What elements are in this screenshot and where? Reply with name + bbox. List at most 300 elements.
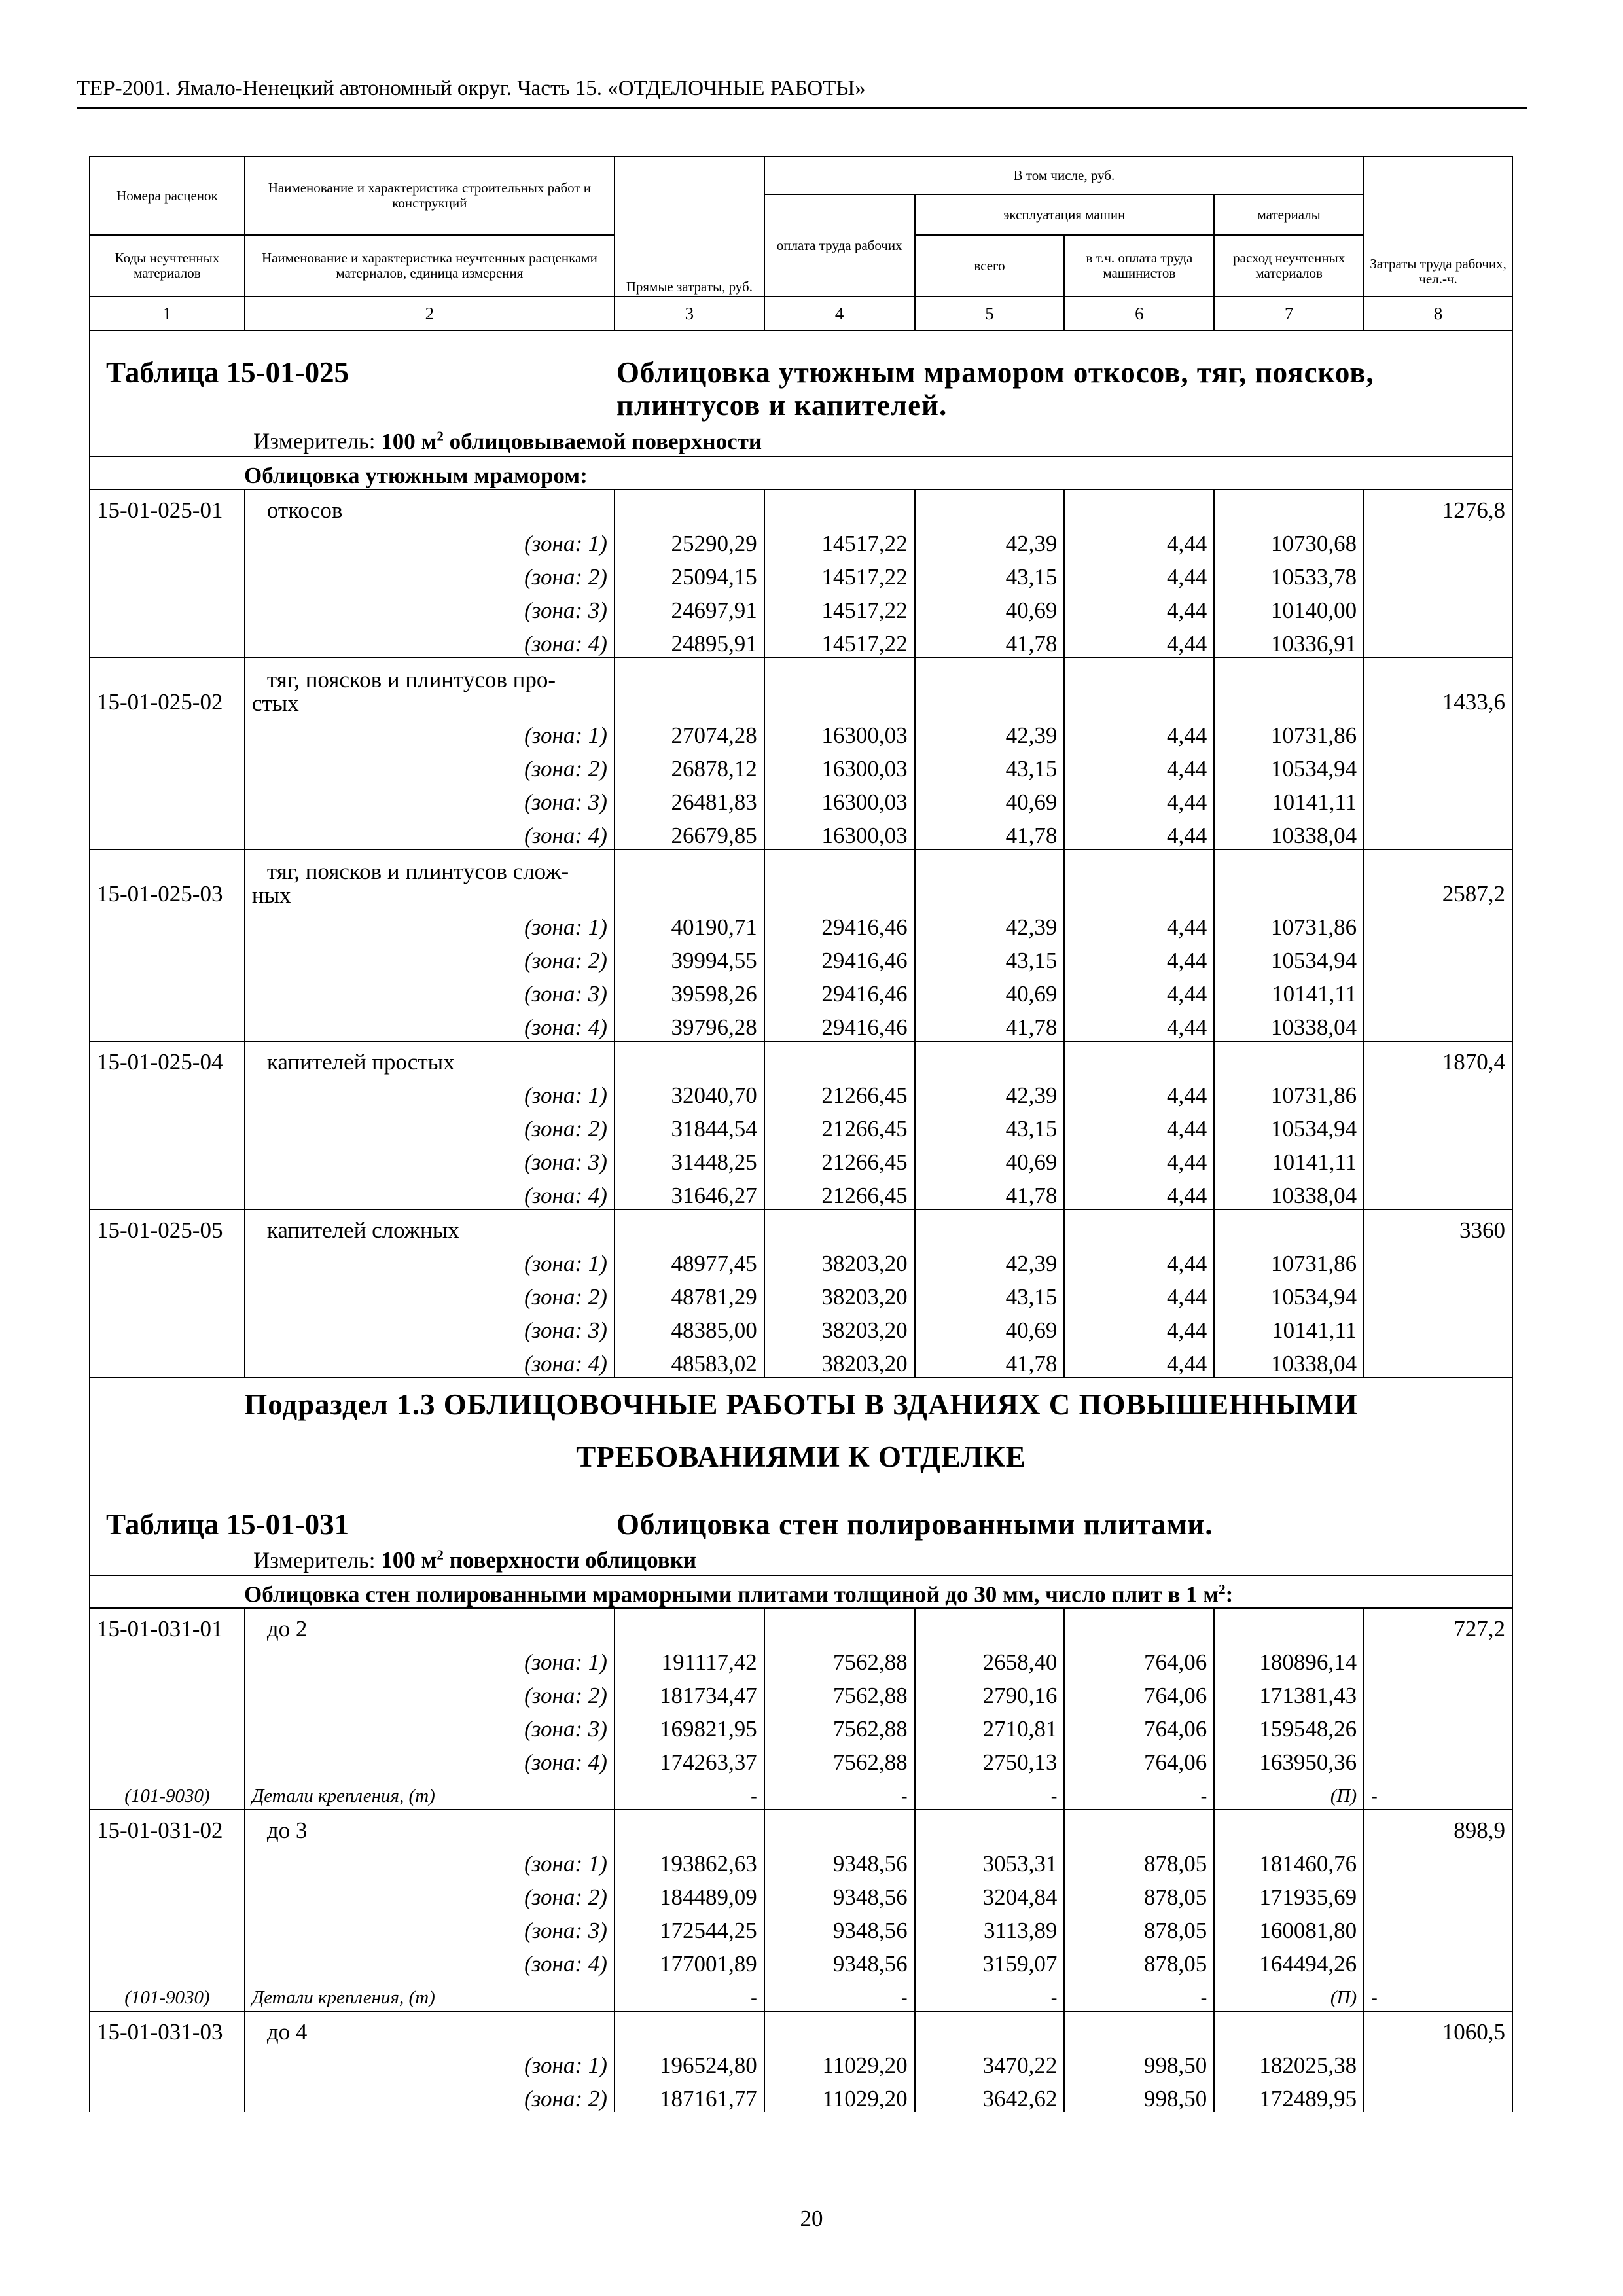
subtitle-text: Облицовка стен полированными мраморными плитами толщиной до 30 мм, число плит в 1 м (244, 1581, 1219, 1607)
labor-pay: 11029,20 (764, 2045, 915, 2079)
machines-total: 40,69 (915, 974, 1065, 1007)
value-cell (1064, 658, 1214, 715)
table-row (90, 1709, 1512, 1742)
rate-code-empty (90, 524, 245, 557)
direct-costs: 24697,91 (615, 590, 764, 624)
subsection-line2: ТРЕБОВАНИЯМИ К ОТДЕЛКЕ (576, 1440, 1026, 1473)
labor-pay: 21266,45 (764, 1109, 915, 1142)
machines-total: 42,39 (915, 715, 1065, 749)
labor-pay: 7562,88 (764, 1709, 915, 1742)
operator-pay: 4,44 (1064, 1244, 1214, 1277)
table-row (90, 1007, 1512, 1041)
labor-costs-empty (1364, 1277, 1512, 1310)
direct-costs: 48583,02 (615, 1344, 764, 1378)
materials-use: 172489,95 (1214, 2079, 1364, 2112)
rate-code-empty (90, 557, 245, 590)
materials-use: 10140,00 (1214, 590, 1364, 624)
labor-costs-empty (1364, 1310, 1512, 1344)
rate-name-text: тяг, поясков и плинтусов про- (266, 666, 556, 692)
labor-pay: 38203,20 (764, 1310, 915, 1344)
rate-code-empty (90, 1277, 245, 1310)
labor-pay: 7562,88 (764, 1742, 915, 1776)
labor-costs-empty (1364, 749, 1512, 782)
direct-costs: 25094,15 (615, 557, 764, 590)
operator-pay: 4,44 (1064, 1344, 1214, 1378)
direct-costs: 191117,42 (615, 1642, 764, 1676)
machines-total: 3053,31 (915, 1844, 1065, 1877)
labor-costs-empty (1364, 1877, 1512, 1910)
labor-costs-empty (1364, 782, 1512, 816)
materials-use: 180896,14 (1214, 1642, 1364, 1676)
labor-pay: 14517,22 (764, 557, 915, 590)
material-name: Детали крепления, (т) (245, 1977, 615, 2011)
value-cell (915, 1608, 1065, 1642)
value-cell (1064, 1810, 1214, 1844)
rate-code-empty (90, 590, 245, 624)
materials-use: 10338,04 (1214, 1007, 1364, 1041)
value-cell (615, 850, 764, 907)
subtitle-sup: 2 (1219, 1581, 1226, 1597)
materials-use: 164494,26 (1214, 1944, 1364, 1977)
column-number: 5 (915, 296, 1065, 331)
table-row (90, 749, 1512, 782)
labor-pay: 9348,56 (764, 1877, 915, 1910)
rate-name (245, 1210, 615, 1244)
labor-costs-empty (1364, 624, 1512, 658)
labor-costs-empty (1364, 907, 1512, 941)
value-cell (764, 1210, 915, 1244)
operator-pay: 878,05 (1064, 1844, 1214, 1877)
machines-total: 2750,13 (915, 1742, 1065, 1776)
machines-total: 40,69 (915, 590, 1065, 624)
table-row (90, 1175, 1512, 1210)
machines-total: 40,69 (915, 1142, 1065, 1175)
labor-pay: 14517,22 (764, 624, 915, 658)
operator-pay: 764,06 (1064, 1709, 1214, 1742)
materials-use: 10338,04 (1214, 1175, 1364, 1210)
materials-use: 10534,94 (1214, 749, 1364, 782)
materials-use: 10730,68 (1214, 524, 1364, 557)
labor-pay: 14517,22 (764, 590, 915, 624)
subtitle-text: Облицовка утюжным мрамором: (244, 462, 588, 488)
rate-code: 15-01-031-01 (90, 1608, 245, 1642)
machines-total: 41,78 (915, 1175, 1065, 1210)
materials-use: 10141,11 (1214, 1310, 1364, 1344)
table-row (90, 1483, 1512, 1576)
value-cell (615, 1210, 764, 1244)
table-row (90, 1676, 1512, 1709)
table-row (90, 1844, 1512, 1877)
table-row (90, 490, 1512, 524)
value-cell (615, 658, 764, 715)
direct-costs: 48977,45 (615, 1244, 764, 1277)
operator-pay: 4,44 (1064, 1277, 1214, 1310)
value-cell (915, 658, 1065, 715)
direct-costs: 32040,70 (615, 1075, 764, 1109)
column-number: 2 (245, 296, 615, 331)
value-cell (615, 1810, 764, 1844)
column-number: 6 (1064, 296, 1214, 331)
rate-name (245, 658, 615, 715)
material-code: (101-9030) (90, 1776, 245, 1810)
section-subtitle (90, 1575, 1512, 1608)
measure-value (381, 1547, 696, 1573)
direct-costs: 31448,25 (615, 1142, 764, 1175)
rate-code-empty (90, 1007, 245, 1041)
labor-costs: 2587,2 (1364, 850, 1512, 907)
operator-pay: 4,44 (1064, 782, 1214, 816)
column-number: 8 (1364, 296, 1512, 331)
materials-use: 10338,04 (1214, 1344, 1364, 1378)
header-materials: материалы (1214, 194, 1364, 235)
direct-costs: 169821,95 (615, 1709, 764, 1742)
material-dash: - (615, 1776, 764, 1810)
header-unaccounted-use: расход неучтенных материалов (1214, 235, 1364, 296)
table-row (90, 1742, 1512, 1776)
rate-code-empty (90, 1944, 245, 1977)
zone-label: (зона: 3) (245, 1709, 615, 1742)
labor-costs-empty (1364, 816, 1512, 850)
table-heading (106, 1508, 1505, 1541)
operator-pay: 878,05 (1064, 1877, 1214, 1910)
labor-costs-empty (1364, 1007, 1512, 1041)
value-cell (1214, 2011, 1364, 2045)
rate-name-text: капителей простых (266, 1049, 455, 1075)
direct-costs: 187161,77 (615, 2079, 764, 2112)
subsection-heading (90, 1378, 1512, 1483)
rate-name (245, 2011, 615, 2045)
table-row (90, 1277, 1512, 1310)
value-cell (915, 490, 1065, 524)
table-row (90, 331, 1512, 457)
machines-total: 41,78 (915, 624, 1065, 658)
labor-costs-empty (1364, 2045, 1512, 2079)
zone-label: (зона: 2) (245, 1109, 615, 1142)
machines-total: 3470,22 (915, 2045, 1065, 2079)
table-number: Таблица 15-01-025 (106, 356, 349, 389)
value-cell (764, 1041, 915, 1075)
direct-costs: 184489,09 (615, 1877, 764, 1910)
materials-use: 10141,11 (1214, 782, 1364, 816)
table-row (90, 1575, 1512, 1608)
value-cell (915, 1041, 1065, 1075)
rate-name-text: до 4 (266, 2019, 308, 2045)
machines-total: 41,78 (915, 1007, 1065, 1041)
rate-code: 15-01-031-02 (90, 1810, 245, 1844)
labor-costs: 1433,6 (1364, 658, 1512, 715)
operator-pay: 4,44 (1064, 624, 1214, 658)
rate-code-empty (90, 941, 245, 974)
table-caption: Облицовка стен полированными плитами. (616, 1507, 1213, 1541)
materials-use: 10534,94 (1214, 941, 1364, 974)
header-labor-costs: Затраты труда рабочих, чел.-ч. (1364, 156, 1512, 296)
value-cell (1214, 1041, 1364, 1075)
table-row (90, 1142, 1512, 1175)
rate-name (245, 1810, 615, 1844)
direct-costs: 196524,80 (615, 2045, 764, 2079)
value-cell (615, 1041, 764, 1075)
material-p: (П) (1214, 1776, 1364, 1810)
labor-costs-empty (1364, 1910, 1512, 1944)
value-cell (764, 850, 915, 907)
rate-code-empty (90, 1075, 245, 1109)
subsection-line1: Подраздел 1.3 ОБЛИЦОВОЧНЫЕ РАБОТЫ В ЗДАНИЯХ С ПОВЫШЕННЫМИ (244, 1388, 1358, 1421)
rate-name (245, 850, 615, 907)
table-title (90, 331, 1512, 457)
table-row (90, 2045, 1512, 2079)
materials-use: 10731,86 (1214, 1075, 1364, 1109)
zone-label: (зона: 1) (245, 1075, 615, 1109)
rate-name-text: до 2 (266, 1616, 308, 1642)
labor-pay: 29416,46 (764, 907, 915, 941)
measure-suffix: поверхности облицовки (449, 1547, 697, 1573)
machines-total: 43,15 (915, 749, 1065, 782)
rate-code: 15-01-025-03 (90, 850, 245, 907)
header-operator-pay: в т.ч. оплата труда машинистов (1064, 235, 1214, 296)
measure-value (381, 429, 762, 454)
table-row (90, 524, 1512, 557)
page-number: 20 (800, 2206, 823, 2231)
table-row (90, 2011, 1512, 2045)
machines-total: 2790,16 (915, 1676, 1065, 1709)
header-in-total: В том числе, руб. (764, 156, 1364, 194)
table-row (90, 590, 1512, 624)
table-row (90, 715, 1512, 749)
rate-code-empty (90, 1142, 245, 1175)
rate-name-text: тяг, поясков и плинтусов слож- (266, 858, 569, 884)
labor-pay: 14517,22 (764, 524, 915, 557)
zone-label: (зона: 1) (245, 524, 615, 557)
header-direct-costs: Прямые затраты, руб. (615, 156, 764, 296)
direct-costs: 26481,83 (615, 782, 764, 816)
labor-costs: 1276,8 (1364, 490, 1512, 524)
table-caption: Облицовка утюжным мрамором откосов, тяг, поясков, плинтусов и капителей. (616, 356, 1374, 422)
direct-costs: 181734,47 (615, 1676, 764, 1709)
labor-pay: 11029,20 (764, 2079, 915, 2112)
zone-label: (зона: 2) (245, 557, 615, 590)
direct-costs: 26878,12 (615, 749, 764, 782)
rate-code-empty (90, 974, 245, 1007)
table-row (90, 1810, 1512, 1844)
machines-total: 41,78 (915, 816, 1065, 850)
zone-label: (зона: 3) (245, 1910, 615, 1944)
material-dash: - (615, 1977, 764, 2011)
rate-name (245, 1041, 615, 1075)
labor-pay: 29416,46 (764, 974, 915, 1007)
value-cell (1064, 1041, 1214, 1075)
machines-total: 42,39 (915, 1075, 1065, 1109)
rate-code-empty (90, 624, 245, 658)
rate-name (245, 490, 615, 524)
labor-costs: 1870,4 (1364, 1041, 1512, 1075)
header-machines-total: всего (915, 235, 1065, 296)
rate-name-text: откосов (266, 497, 343, 523)
material-dash: - (764, 1776, 915, 1810)
material-dash: - (1064, 1977, 1214, 2011)
value-cell (1064, 1608, 1214, 1642)
operator-pay: 4,44 (1064, 1109, 1214, 1142)
operator-pay: 4,44 (1064, 1175, 1214, 1210)
rate-name-cont: ных (251, 882, 291, 907)
machines-total: 42,39 (915, 524, 1065, 557)
direct-costs: 31646,27 (615, 1175, 764, 1210)
table-row (90, 782, 1512, 816)
table-row (90, 1977, 1512, 2011)
direct-costs: 26679,85 (615, 816, 764, 850)
operator-pay: 4,44 (1064, 715, 1214, 749)
table-row (90, 850, 1512, 907)
table-row (90, 1075, 1512, 1109)
labor-pay: 7562,88 (764, 1676, 915, 1709)
table-row (90, 557, 1512, 590)
materials-use: 163950,36 (1214, 1742, 1364, 1776)
rate-code-empty (90, 2079, 245, 2112)
operator-pay: 764,06 (1064, 1642, 1214, 1676)
rate-code-empty (90, 1877, 245, 1910)
machines-total: 3113,89 (915, 1910, 1065, 1944)
labor-pay: 29416,46 (764, 1007, 915, 1041)
zone-label: (зона: 1) (245, 715, 615, 749)
labor-pay: 38203,20 (764, 1244, 915, 1277)
labor-pay: 9348,56 (764, 1844, 915, 1877)
labor-costs-empty (1364, 1944, 1512, 1977)
operator-pay: 4,44 (1064, 557, 1214, 590)
materials-use: 159548,26 (1214, 1709, 1364, 1742)
value-cell (1214, 850, 1364, 907)
labor-costs: 727,2 (1364, 1608, 1512, 1642)
direct-costs: 39598,26 (615, 974, 764, 1007)
table-row (90, 816, 1512, 850)
value-cell (915, 1210, 1065, 1244)
machines-total: 3642,62 (915, 2079, 1065, 2112)
measure-sup: 2 (437, 1547, 444, 1563)
column-number: 3 (615, 296, 764, 331)
materials-use: 171935,69 (1214, 1877, 1364, 1910)
direct-costs: 39994,55 (615, 941, 764, 974)
labor-pay: 7562,88 (764, 1642, 915, 1676)
materials-use: 160081,80 (1214, 1910, 1364, 1944)
materials-use: 10731,86 (1214, 1244, 1364, 1277)
rate-code: 15-01-031-03 (90, 2011, 245, 2045)
rate-code-empty (90, 2045, 245, 2079)
table-row (90, 1344, 1512, 1378)
labor-pay: 38203,20 (764, 1277, 915, 1310)
rate-code-empty (90, 816, 245, 850)
table-row (90, 1109, 1512, 1142)
rate-code-empty (90, 749, 245, 782)
operator-pay: 998,50 (1064, 2079, 1214, 2112)
zone-label: (зона: 4) (245, 816, 615, 850)
header-unaccounted-codes: Коды неучтенных материалов (90, 235, 245, 296)
direct-costs: 193862,63 (615, 1844, 764, 1877)
subtitle-end: : (1225, 1581, 1234, 1607)
materials-use: 10731,86 (1214, 715, 1364, 749)
labor-pay: 21266,45 (764, 1175, 915, 1210)
value-cell (764, 1810, 915, 1844)
labor-costs-empty (1364, 1175, 1512, 1210)
value-cell (1064, 2011, 1214, 2045)
rate-code-empty (90, 1642, 245, 1676)
value-cell (764, 658, 915, 715)
header-machine-operation: эксплуатация машин (915, 194, 1215, 235)
material-dash: - (1364, 1776, 1512, 1810)
operator-pay: 4,44 (1064, 816, 1214, 850)
direct-costs: 24895,91 (615, 624, 764, 658)
machines-total: 40,69 (915, 1310, 1065, 1344)
zone-label: (зона: 1) (245, 907, 615, 941)
table-row (90, 1378, 1512, 1483)
rate-code-empty (90, 1910, 245, 1944)
table-row (90, 974, 1512, 1007)
zone-label: (зона: 2) (245, 2079, 615, 2112)
machines-total: 43,15 (915, 941, 1065, 974)
labor-costs-empty (1364, 1142, 1512, 1175)
material-p: (П) (1214, 1977, 1364, 2011)
rate-code-empty (90, 1310, 245, 1344)
rate-code-empty (90, 715, 245, 749)
labor-pay: 16300,03 (764, 816, 915, 850)
labor-costs-empty (1364, 715, 1512, 749)
table-row (90, 1910, 1512, 1944)
machines-total: 41,78 (915, 1344, 1065, 1378)
direct-costs: 48385,00 (615, 1310, 764, 1344)
rate-code: 15-01-025-04 (90, 1041, 245, 1075)
zone-label: (зона: 4) (245, 1944, 615, 1977)
measure-unit: 100 м (381, 1547, 437, 1573)
machines-total: 3204,84 (915, 1877, 1065, 1910)
materials-use: 10731,86 (1214, 907, 1364, 941)
value-cell (1064, 490, 1214, 524)
labor-costs-empty (1364, 1109, 1512, 1142)
rate-code-empty (90, 1676, 245, 1709)
material-dash: - (915, 1977, 1065, 2011)
table-row (90, 941, 1512, 974)
labor-costs: 1060,5 (1364, 2011, 1512, 2045)
table-title (90, 1483, 1512, 1576)
operator-pay: 4,44 (1064, 524, 1214, 557)
value-cell (915, 1810, 1065, 1844)
zone-label: (зона: 4) (245, 1175, 615, 1210)
table-row (90, 457, 1512, 490)
rate-code-empty (90, 1844, 245, 1877)
labor-pay: 16300,03 (764, 782, 915, 816)
header-work-name: Наименование и характеристика строительных работ и конструкций (245, 156, 615, 235)
materials-use: 10141,11 (1214, 1142, 1364, 1175)
zone-label: (зона: 4) (245, 1742, 615, 1776)
rate-code: 15-01-025-01 (90, 490, 245, 524)
rate-name (245, 1608, 615, 1642)
direct-costs: 39796,28 (615, 1007, 764, 1041)
materials-use: 10533,78 (1214, 557, 1364, 590)
zone-label: (зона: 3) (245, 974, 615, 1007)
material-name: Детали крепления, (т) (245, 1776, 615, 1810)
materials-use: 10141,11 (1214, 974, 1364, 1007)
zone-label: (зона: 1) (245, 1642, 615, 1676)
table-row (90, 1210, 1512, 1244)
measure-prefix: Измеритель: (253, 1547, 376, 1573)
section-subtitle (90, 457, 1512, 490)
zone-label: (зона: 4) (245, 1007, 615, 1041)
machines-total: 3159,07 (915, 1944, 1065, 1977)
value-cell (1064, 1210, 1214, 1244)
table-row (90, 1244, 1512, 1277)
labor-costs-empty (1364, 557, 1512, 590)
header-rate-numbers: Номера расценок (90, 156, 245, 235)
labor-costs-empty (1364, 1244, 1512, 1277)
table-number: Таблица 15-01-031 (106, 1507, 349, 1541)
table-row (90, 624, 1512, 658)
rate-name-cont: стых (251, 690, 299, 715)
